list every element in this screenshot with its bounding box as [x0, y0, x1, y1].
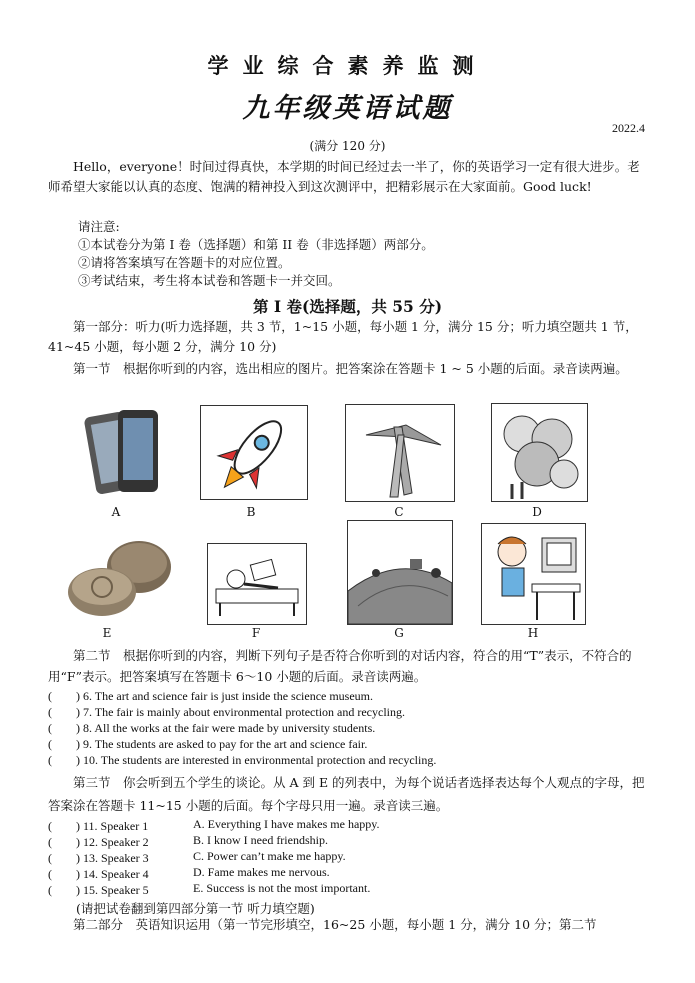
note-item: ②请将答案填写在答题卡的对应位置。 [78, 255, 291, 270]
picture-g [347, 520, 453, 625]
picture-label: H [527, 626, 539, 640]
picture-a [82, 404, 168, 500]
section3-description: 第三节 你会听到五个学生的谈论。从 A 到 E 的列表中，为每个说话者选择表达每个人观点的字母，把答案涂在答题卡 11~15 小题的后面。每个字母只用一遍。录音读三遍。 [48, 775, 645, 813]
speaker-question: ( ) 11. Speaker 1 [48, 819, 149, 833]
picture-b [200, 405, 308, 500]
section-title: 第 I 卷(选择题，共 55 分) [252, 297, 443, 316]
picture-c [345, 404, 455, 502]
speaker-option: A. Everything I have makes me happy. [193, 817, 380, 831]
section1-description: 第一节 根据你听到的内容，选出相应的图片。把答案涂在答题卡 1 ~ 5 小题的后面。录音读两遍。 [73, 361, 628, 376]
reading-in-bed-icon [208, 544, 306, 624]
section2-description: 第二节 根据你听到的内容，判断下列句子是否符合你听到的对话内容，符合的用“T”表示，不符合的用“F”表示。把答案填写在答题卡 6～10 小题的后面。录音读两遍。 [48, 648, 632, 684]
part2-description: 第二部分 英语知识运用（第一节完形填空，16~25 小题，每小题 1 分，满分 10 分；第二节 [73, 917, 597, 932]
picture-label: F [251, 626, 261, 640]
speaker-question: ( ) 12. Speaker 2 [48, 835, 149, 849]
note-item: ①本试卷分为第 I 卷（选择题）和第 II 卷（非选择题）两部分。 [78, 237, 434, 252]
picture-f [207, 543, 307, 625]
part1-description: 第一部分：听力(听力选择题，共 3 节，1~15 小题，每小题 1 分，满分 15 分；听力填空题共 1 节，41~45 小题，每小题 2 分，满分 10 分) [48, 319, 638, 354]
speaker-question: ( ) 14. Speaker 4 [48, 867, 149, 881]
picture-e [64, 527, 174, 622]
tf-question: ( ) 8. All the works at the fair were made by university students. [48, 721, 376, 735]
computer-user-icon [482, 524, 585, 624]
tf-question: ( ) 7. The fair is mainly about environmental protection and recycling. [48, 705, 406, 719]
picture-label: A [111, 505, 121, 519]
exam-subtitle: 九年级英语试题 [242, 93, 453, 124]
farm-field-icon [348, 521, 452, 624]
picture-h [481, 523, 586, 625]
smog-icon [492, 404, 587, 501]
exam-date: 2022.4 [612, 121, 645, 135]
notes-heading: 请注意: [78, 219, 120, 234]
picture-label: B [246, 505, 256, 519]
speaker-option: B. I know I need friendship. [193, 833, 328, 847]
tf-question: ( ) 10. The students are interested in environmental protection and recycling. [48, 753, 437, 767]
tie-icon [346, 405, 454, 501]
speaker-question: ( ) 13. Speaker 3 [48, 851, 149, 865]
intro-paragraph: Hello，everyone！时间过得真快，本学期的时间已经过去一半了，你的英语学习一定有很大进步。老师希望大家能以认真的态度、饱满的精神投入到这次测评中，把精彩展示在大家面前。Good luck! [48, 159, 640, 194]
picture-label: D [532, 505, 542, 519]
picture-label: E [102, 626, 112, 640]
tf-question: ( ) 9. The students are asked to pay for the art and science fair. [48, 737, 368, 751]
full-score: (满分 120 分) [309, 139, 386, 153]
speaker-question: ( ) 15. Speaker 5 [48, 883, 149, 897]
rocket-icon [201, 406, 307, 499]
smartphone-icon [82, 404, 168, 500]
mooncake-icon [64, 527, 174, 622]
turn-page-note: (请把试卷翻到第四部分第一节 听力填空题) [76, 901, 315, 916]
picture-label: G [394, 626, 404, 640]
speaker-option: D. Fame makes me nervous. [193, 865, 330, 879]
exam-title: 学业综合素养监测 [207, 53, 488, 78]
speaker-option: C. Power can’t make me happy. [193, 849, 346, 863]
note-item: ③考试结束，考生将本试卷和答题卡一并交回。 [78, 273, 341, 288]
picture-label: C [394, 505, 404, 519]
tf-question: ( ) 6. The art and science fair is just inside the science museum. [48, 689, 374, 703]
picture-d [491, 403, 588, 502]
speaker-option: E. Success is not the most important. [193, 881, 371, 895]
